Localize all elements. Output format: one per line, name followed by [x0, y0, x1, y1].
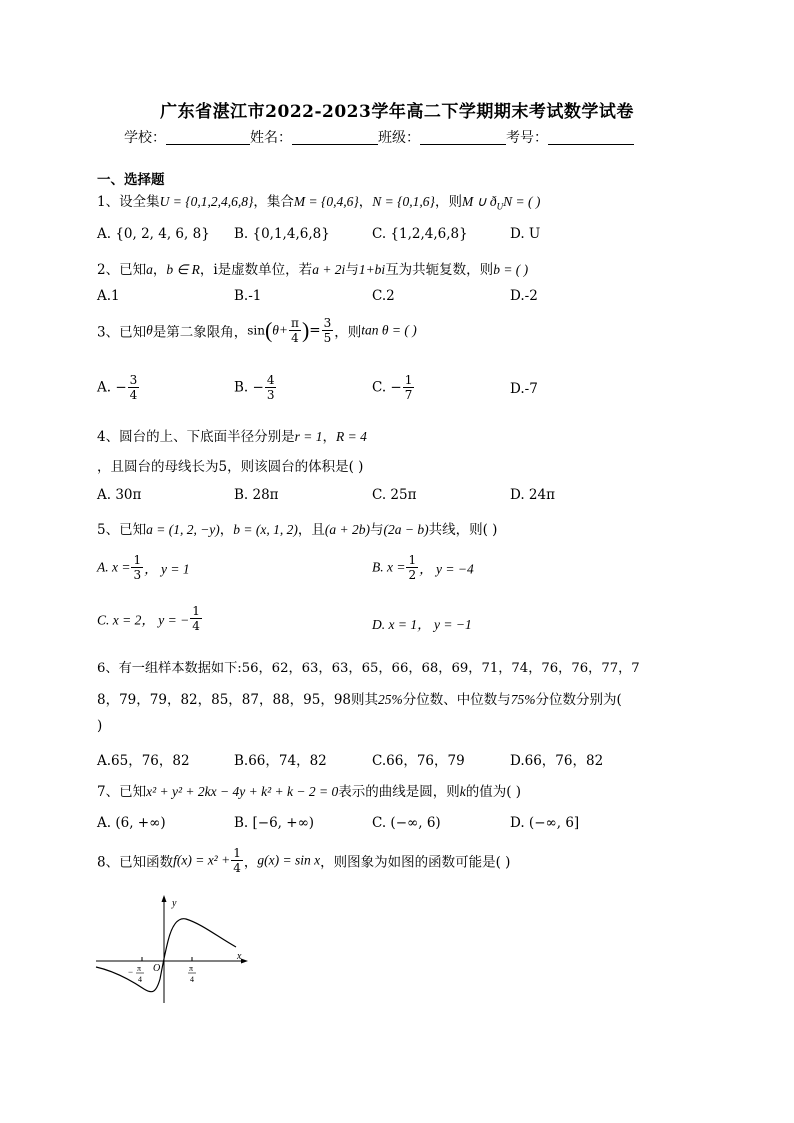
q1-text: ，集合	[253, 194, 294, 210]
q5-option-a[interactable]	[97, 553, 190, 582]
q3-option-b-fraction	[265, 373, 277, 402]
q3-equals: =	[309, 322, 321, 339]
q1-option-c[interactable]: C. {1,2,4,6,8}	[372, 226, 468, 242]
q2-complex-2: 1+bi	[358, 262, 386, 277]
q5-option-c-den: 4	[192, 619, 200, 633]
q3-paren-close: )	[301, 317, 310, 343]
q5-difference: (2a − b)	[383, 522, 429, 537]
q4-big-r: R = 4	[335, 429, 367, 444]
q6-text: 分位数、中位数与	[402, 692, 511, 708]
q4-option-d[interactable]: D. 24π	[510, 487, 555, 503]
q3-option-a-den: 4	[129, 388, 138, 402]
neg-four-label: 4	[138, 975, 142, 984]
q5-option-b-num: 1	[408, 553, 417, 567]
q4-text: ，	[322, 429, 336, 445]
q8-den: 4	[233, 861, 241, 875]
question-2-stem	[97, 258, 528, 278]
q5-option-a-den: 3	[133, 568, 142, 582]
q2-text: ，	[152, 262, 167, 278]
q3-text: ，则	[334, 324, 362, 341]
q3-pi-over-4	[289, 316, 301, 345]
section-heading: 一、选择题	[97, 172, 165, 188]
q5-option-b-fraction	[406, 553, 418, 582]
q7-k: k	[459, 784, 466, 799]
q7-option-b[interactable]: B. [−6, +∞)	[234, 815, 315, 831]
q3-option-c-den: 7	[404, 388, 413, 402]
name-blank[interactable]	[292, 130, 378, 145]
q5-vector-b: b = (x, 1, 2)	[233, 522, 298, 537]
q6-option-c[interactable]: C.66，76，79	[372, 753, 465, 769]
q2-option-a[interactable]: A.1	[97, 288, 120, 304]
q5-option-b-suffix: ， y = −4	[419, 561, 474, 577]
q8-g-definition: g(x) = sin x	[257, 852, 321, 868]
q3-text: 是第二象限角，	[152, 324, 248, 341]
q5-option-b-prefix: B. x =	[372, 559, 406, 575]
q3-three-fifths	[322, 316, 334, 345]
q2-option-b[interactable]: B.-1	[234, 288, 262, 304]
q1-expression: M ∪ ð	[461, 194, 497, 209]
q5-option-a-num: 1	[133, 553, 142, 567]
class-label: 班级：	[378, 130, 420, 146]
q3-three: 3	[323, 316, 332, 330]
q7-option-a[interactable]: A. (6, +∞)	[97, 815, 166, 831]
q5-option-d-text: D. x = 1， y = −1	[372, 617, 472, 632]
school-label: 学校：	[124, 130, 166, 146]
question-7-stem	[97, 780, 521, 800]
q3-theta: θ	[146, 322, 153, 338]
name-label: 姓名：	[250, 130, 292, 146]
number-blank[interactable]	[548, 130, 634, 145]
q8-text: ，则图象为如图的函数可能是( )	[320, 854, 511, 871]
q3-four: 4	[291, 331, 299, 345]
q8-quarter-fraction	[231, 846, 243, 875]
pos-pi-label: π	[189, 964, 194, 973]
q6-option-a[interactable]: A.65，76，82	[97, 753, 190, 769]
q6-75-percent: 75%	[510, 692, 536, 707]
question-6-stem-line3: )	[97, 718, 103, 734]
q5-text: 共线，则( )	[428, 522, 498, 538]
q8-text: 8、已知函数	[97, 854, 174, 871]
q1-expression-end: N = ( )	[503, 194, 541, 209]
q2-text: ，i是虚数单位，若	[199, 262, 313, 278]
q5-option-b-den: 2	[408, 568, 417, 582]
x-axis-label: x	[237, 951, 242, 962]
q3-tan-expression: tan θ = ( )	[361, 322, 417, 338]
q5-option-a-prefix: A. x =	[97, 559, 131, 575]
q6-25-percent: 25%	[378, 692, 403, 707]
q2-var-a: a	[146, 262, 153, 277]
q1-subscript: U	[496, 201, 504, 212]
q2-expression-end: b = ( )	[493, 262, 529, 277]
q5-option-d[interactable]	[372, 613, 472, 633]
q4-option-a[interactable]: A. 30π	[97, 487, 142, 503]
q2-option-c[interactable]: C.2	[372, 288, 395, 304]
q2-text: 2、已知	[97, 262, 147, 278]
q3-paren-open: (	[264, 317, 273, 343]
q5-option-c-num: 1	[192, 604, 200, 618]
y-axis-arrow	[162, 895, 167, 902]
q1-option-d[interactable]: D. U	[510, 226, 541, 242]
q1-text: 1、设全集	[97, 194, 160, 210]
q4-option-b[interactable]: B. 28π	[234, 487, 279, 503]
neg-sign: −	[128, 967, 134, 977]
q1-text: ，	[358, 194, 373, 210]
q3-option-c-num: 1	[404, 373, 413, 387]
q3-five: 5	[323, 331, 332, 345]
q7-equation: x² + y² + 2kx − 4y + k² + k − 2 = 0	[146, 784, 339, 799]
q5-vector-a: a = (1, 2, −y)	[146, 522, 220, 537]
q1-set-u: U = {0,1,2,4,6,8}	[159, 194, 254, 209]
q6-text: 8，79，79，82，85，87，88，95，98则其	[97, 692, 379, 708]
q2-text: 与	[345, 262, 359, 278]
q3-option-d[interactable]: D.-7	[510, 381, 538, 397]
q3-option-a-fraction	[128, 373, 140, 402]
q2-complex-1: a + 2i	[312, 262, 346, 277]
pos-four-label: 4	[190, 975, 194, 984]
q3-option-c-prefix: C. −	[372, 379, 402, 396]
q2-text: 互为共轭复数，则	[385, 262, 494, 278]
q1-set-n: N = {0,1,6}	[372, 194, 435, 209]
q1-option-a[interactable]: A. {0, 2, 4, 6, 8}	[97, 226, 210, 242]
q3-option-b-num: 4	[266, 373, 275, 387]
q7-option-d[interactable]: D. (−∞, 6]	[510, 815, 580, 831]
question-5-stem	[97, 518, 497, 538]
neg-pi-label: π	[137, 964, 142, 973]
function-curve	[96, 919, 236, 992]
question-4-stem-line2: ，且圆台的母线长为5，则该圆台的体积是( )	[97, 459, 364, 475]
q3-option-a-num: 3	[129, 373, 138, 387]
q3-theta-plus: θ+	[272, 322, 289, 338]
q5-option-b[interactable]	[372, 553, 474, 582]
q4-option-c[interactable]: C. 25π	[372, 487, 417, 503]
q5-sum: (a + 2b)	[324, 522, 370, 537]
question-4-stem	[97, 425, 367, 445]
student-info-row	[124, 127, 634, 147]
question-6-stem-line2	[97, 688, 622, 708]
q5-text: ，	[219, 522, 234, 538]
question-1-stem	[97, 190, 540, 212]
q6-option-d[interactable]: D.66，76，82	[510, 753, 604, 769]
q3-pi: π	[291, 316, 299, 330]
q1-set-m: M = {0,4,6}	[293, 194, 359, 209]
q3-sin: sin	[247, 323, 265, 338]
exam-title: 广东省湛江市2022-2023学年高二下学期期末考试数学试卷	[160, 102, 634, 122]
q6-text: 分位数分别为(	[535, 692, 622, 708]
q4-text: 4、圆台的上、下底面半径分别是	[97, 429, 295, 445]
question-6-stem-line1: 6、有一组样本数据如下:56，62，63，63，65，66，68，69，71，74，76，76，77，7	[97, 661, 640, 676]
number-label: 考号：	[506, 130, 548, 146]
q7-text: 7、已知	[97, 784, 147, 800]
q5-text: ，且	[297, 522, 325, 538]
q5-option-a-suffix: ， y = 1	[144, 561, 190, 577]
q3-option-a[interactable]	[97, 373, 140, 402]
y-axis-label: y	[172, 898, 177, 909]
q3-option-c-fraction	[403, 373, 415, 402]
q3-text: 3、已知	[97, 324, 147, 341]
q3-option-b-den: 3	[266, 388, 275, 402]
q3-option-a-prefix: A. −	[97, 379, 127, 396]
school-blank[interactable]	[166, 130, 250, 145]
x-axis-arrow	[241, 959, 248, 964]
q7-text: 的值为( )	[465, 784, 522, 800]
q3-option-b[interactable]	[234, 373, 277, 402]
q8-f-definition: f(x) = x² +	[173, 852, 231, 868]
q8-text: ，	[243, 854, 258, 871]
q6-option-b[interactable]: B.66，74，82	[234, 753, 327, 769]
q3-option-c[interactable]	[372, 373, 415, 402]
class-blank[interactable]	[420, 130, 506, 145]
q5-text: 与	[370, 522, 384, 538]
question-3-stem	[97, 316, 417, 345]
q1-option-b[interactable]: B. {0,1,4,6,8}	[234, 226, 330, 242]
q5-option-c-prefix: C. x = 2， y = −	[97, 612, 190, 628]
q5-option-c[interactable]	[97, 604, 203, 633]
q2-option-d[interactable]: D.-2	[510, 288, 538, 304]
q7-text: 表示的曲线是圆，则	[338, 784, 460, 800]
q4-r: r = 1	[294, 429, 323, 444]
function-graph	[94, 893, 254, 1005]
q7-option-c[interactable]: C. (−∞, 6)	[372, 815, 441, 831]
q8-num: 1	[233, 846, 241, 860]
q5-option-a-fraction	[131, 553, 143, 582]
q5-option-c-fraction	[190, 604, 202, 633]
q3-option-b-prefix: B. −	[234, 379, 264, 396]
q5-text: 5、已知	[97, 522, 147, 538]
origin-label: O	[153, 963, 161, 974]
q2-b-real: b ∈ R	[166, 262, 200, 277]
question-8-stem	[97, 846, 510, 875]
q1-text: ，则	[434, 194, 462, 210]
